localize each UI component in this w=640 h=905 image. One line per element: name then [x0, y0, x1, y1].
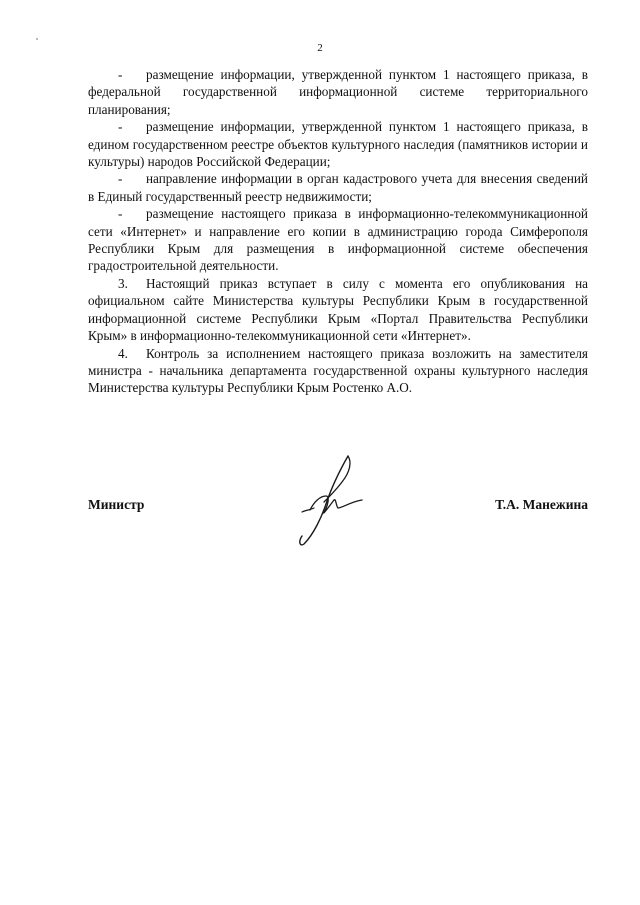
paragraph-marker: - — [118, 171, 123, 187]
scan-artifact — [36, 38, 38, 40]
paragraph-text: размещение информации, утвержденной пунктом 1 настоящего приказа, в едином государственном реестре объектов культурного наследия (памятников истории и культуры) народов Российской Федерации; — [88, 119, 588, 170]
paragraph-text: размещение информации, утвержденной пунктом 1 настоящего приказа, в федеральной государственной информационной системе территориального планирования; — [88, 67, 588, 117]
paragraph-bullet-4 — [88, 205, 588, 275]
paragraph-marker: 3. — [118, 275, 128, 291]
paragraph-text: Настоящий приказ вступает в силу с момента его опубликования на официальном сайте Министерства культуры Республики Крым в государственной информационной системе Республики Крым «Портал Правительства Республики Крым» в информационно-телекоммуникационной сети «Интернет». — [88, 275, 588, 344]
paragraph-bullet-2 — [88, 118, 588, 170]
paragraph-bullet-3 — [88, 170, 588, 205]
paragraph-item-3 — [88, 275, 588, 345]
document-body — [88, 66, 588, 397]
paragraph-marker: - — [118, 119, 123, 135]
paragraph-marker: 4. — [118, 345, 128, 361]
handwritten-signature — [296, 452, 366, 548]
paragraph-marker: - — [118, 206, 123, 222]
page-number: 2 — [317, 42, 323, 54]
paragraph-marker: - — [118, 67, 123, 82]
signer-title: Министр — [88, 497, 145, 512]
signer-name: Т.А. Манежина — [495, 497, 588, 512]
paragraph-bullet-1 — [88, 66, 588, 118]
paragraph-text: размещение настоящего приказа в информационно-телекоммуникационной сети «Интернет» и направление его копии в администрацию города Симферополя Республики Крым для размещения в информационной системе обеспечения градостроительной деятельности. — [88, 206, 588, 274]
paragraph-item-4 — [88, 345, 588, 397]
paragraph-text: направление информации в орган кадастрового учета для внесения сведений в Единый государственный реестр недвижимости; — [88, 171, 588, 204]
paragraph-text: Контроль за исполнением настоящего приказа возложить на заместителя министра - начальника департамента государственной охраны культурного наследия Министерства культуры Республики Крым Ростенко А.О. — [88, 345, 588, 396]
